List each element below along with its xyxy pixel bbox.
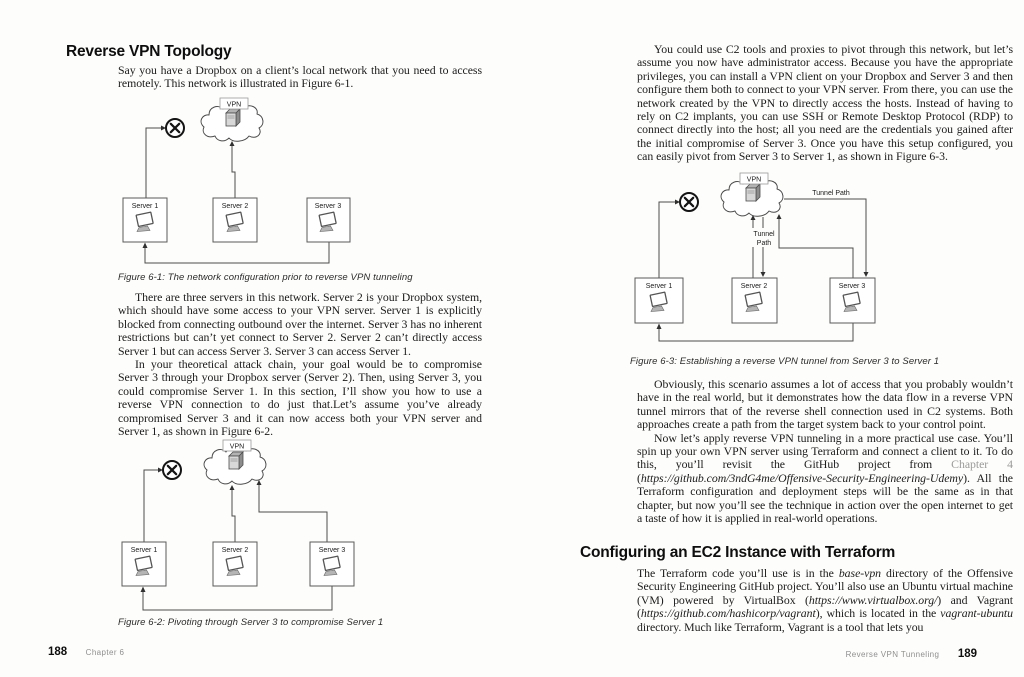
paragraph: There are three servers in this network. Server 2 is your Dropbox system, which should have some access to your VPN server. Server 1 is explicitly blocked from connecting outbound over the internet. Server 3 has no inherent restrictions but can’t yet connect to Server 2. Server 2 can’t directly access Server 1 but can access Server 3. Server 3 can access Server 1.: [118, 290, 482, 358]
vagrant-ubuntu-directory: vagrant-ubuntu: [940, 606, 1013, 621]
blocked-icon: [166, 119, 184, 137]
paragraph: [637, 432, 1013, 526]
server-label: Server 1: [130, 547, 158, 554]
virtualbox-url: https://www.virtualbox.org/: [808, 592, 938, 607]
paragraph: You could use C2 tools and proxies to pivot through this network, but let’s assume you now have administrator access. Because you have the appropriate privileges, you can install a VPN client on your Dropbox and Server 3 and then configure them both to connect to your VPN server. From there, you can use the network created by the VPN to directly access the hosts. Instead of having to rely on C2 implants, you can use SSH or Remote Desktop Protocol (RDP) to connect directly into the host; all you need are the credentials you gained after the initial compromise of Server 3. Once you have this setup configured, you can easily pivot from Server 3 to Server 1, as shown in Figure 6-3.: [637, 42, 1013, 164]
paragraph: In your theoretical attack chain, your goal would be to compromise Server 3 through your Dropbox server (Server 2). Then, using Server 3, you could compromise Server 1. In this section, I’ll show you how to use a reverse VPN connection to do just that.Let’s assume you’ve already compromised Server 3 and it can now access both your VPN server and Server 1, as shown in Figure 6-2.: [118, 357, 482, 439]
link-server3-server1: [141, 586, 333, 610]
figure-6-1-caption: Figure 6-1: The network configuration prior to reverse VPN tunneling: [118, 272, 413, 283]
chapter-4-reference: Chapter 4: [951, 457, 1013, 472]
running-head: Chapter 6: [85, 648, 125, 657]
link-server1-blocked: [659, 200, 680, 279]
arrowhead: [864, 272, 869, 277]
link-server2-vpn: [230, 141, 236, 198]
link-server3-vpn: [257, 480, 328, 542]
pivot-paragraph: [637, 43, 1013, 164]
server-label: Server 3: [838, 283, 866, 290]
paragraph-text: ), which is located in the: [815, 606, 941, 621]
link-server1-blocked: [146, 126, 166, 199]
vpn-label: VPN: [746, 176, 762, 184]
paragraph-text: ) and Vagrant (: [637, 592, 1014, 621]
arrowhead: [657, 324, 662, 330]
link-server2-vpn: [230, 485, 236, 542]
server-3-box: [307, 198, 350, 242]
paragraph-text: Now let’s apply reverse VPN tunneling in a more practical use case. You’ll spin up your own VPN server using Terraform and connect a client to it. To do this, you’ll revisit the GitHub project from: [637, 430, 1013, 472]
arrowhead: [230, 141, 235, 146]
vpn-server-icon: [229, 452, 243, 469]
paragraph: [637, 567, 1013, 634]
server-label: Server 2: [740, 283, 768, 290]
svg-text:Tunnel Path: Tunnel Path: [812, 190, 850, 197]
paragraph-text: (: [637, 470, 641, 485]
figure-6-2-caption: Figure 6-2: Pivoting through Server 3 to compromise Server 1: [118, 617, 384, 628]
section-heading-ec2-terraform: Configuring an EC2 Instance with Terraform: [580, 544, 896, 561]
vpn-label: VPN: [226, 101, 242, 109]
link-server3-vpn-up: [777, 214, 854, 278]
arrowhead: [230, 485, 235, 490]
network-description: [118, 291, 482, 438]
paragraph-text: directory. Much like Terraform, Vagrant is a tool that lets you: [637, 619, 924, 634]
link-server3-server1: [143, 242, 330, 263]
tunnel-path-label-top: [811, 187, 851, 198]
figure-6-2-diagram: [110, 438, 410, 616]
server-label: Server 1: [645, 283, 673, 290]
vpn-label: VPN: [229, 443, 245, 451]
page-number: 188: [48, 646, 68, 658]
vpn-server-icon: [226, 109, 240, 126]
intro-paragraph: [118, 64, 482, 91]
left-page-footer: [48, 642, 124, 660]
paragraph: Obviously, this scenario assumes a lot of access that you probably wouldn’t have in the real world, but it demonstrates how the data flow in a reverse VPN tunnel mirrors that of the reverse shell connection used in C2 systems. Both approaches create a path from the target system back to your control point.: [637, 377, 1013, 432]
discussion-paragraphs: [637, 378, 1013, 525]
page-number: 189: [957, 648, 977, 660]
server-label: Server 2: [221, 547, 249, 554]
arrowhead: [141, 587, 146, 593]
arrowhead: [143, 243, 148, 249]
server-label: Server 2: [221, 203, 249, 210]
section-heading-reverse-vpn-topology: Reverse VPN Topology: [66, 43, 232, 60]
figure-6-3-diagram: [628, 172, 928, 350]
vpn-server-icon: [746, 184, 760, 201]
tunnel-vpn-server3: [784, 199, 869, 277]
server-label: Server 3: [318, 547, 346, 554]
server-3-box: [310, 542, 354, 586]
server-2-box: [213, 198, 257, 242]
server-1-box: [123, 198, 167, 242]
arrowhead: [777, 214, 782, 219]
vagrant-url: https://github.com/hashicorp/vagrant: [640, 606, 816, 621]
server-2-box: [732, 278, 777, 323]
paragraph-text: The Terraform code you’ll use is in the: [637, 566, 839, 580]
paragraph: Say you have a Dropbox on a client’s local network that you need to access remotely. This network is illustrated in Figure 6-1.: [118, 63, 482, 91]
base-vpn-directory: base-vpn: [838, 566, 882, 580]
server-2-box: [213, 542, 257, 586]
figure-6-1-diagram: [118, 95, 403, 273]
paragraph-text: ). All the Terraform configuration and deployment steps will be the same as in that chapter, but now you’ll see the technique in action over the open internet to get a taste of how it is applied in real-world operations.: [637, 470, 1013, 526]
svg-text:Tunnel: Tunnel: [753, 231, 775, 238]
running-head: Reverse VPN Tunneling: [845, 650, 940, 659]
blocked-icon: [163, 461, 181, 479]
server-1-box: [122, 542, 166, 586]
server-label: Server 3: [314, 203, 342, 210]
blocked-icon: [680, 193, 698, 211]
right-page-footer: [700, 644, 977, 662]
link-server3-server1: [657, 323, 854, 341]
paragraph-text: directory of the Offensive Security Engineering GitHub project. You’ll also use an Ubuntu virtual machine (VM) powered by VirtualBox (: [637, 566, 1013, 607]
terraform-paragraph: [637, 567, 1013, 634]
tunnel-path-label-mid: [751, 228, 777, 247]
arrowhead: [761, 272, 766, 277]
link-server1-blocked: [144, 468, 163, 543]
svg-text:Path: Path: [756, 240, 772, 247]
server-label: Server 1: [131, 203, 159, 210]
server-1-box: [635, 278, 683, 323]
figure-6-3-caption: Figure 6-3: Establishing a reverse VPN tunnel from Server 3 to Server 1: [630, 356, 940, 367]
server-3-box: [830, 278, 875, 323]
github-url: https://github.com/3ndG4me/Offensive-Security-Engineering-Udemy: [640, 470, 964, 485]
